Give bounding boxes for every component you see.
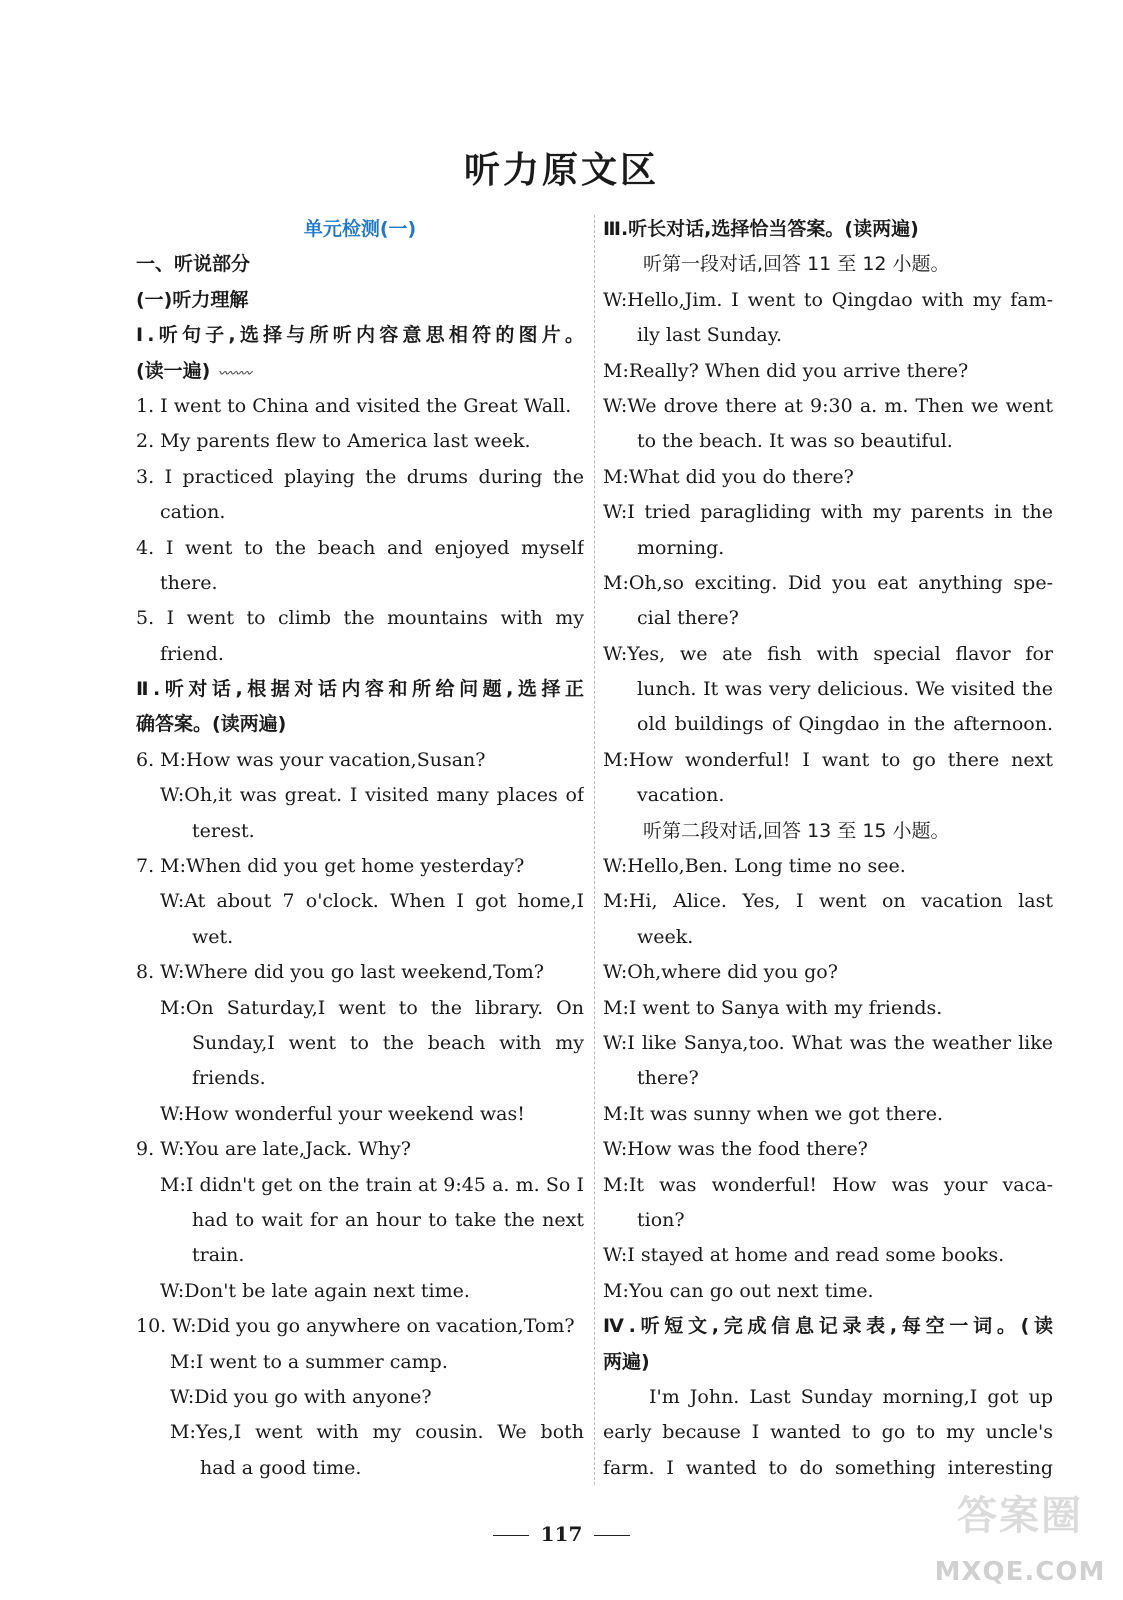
text-line: friend. bbox=[160, 642, 224, 665]
text-line: M:You can go out next time. bbox=[603, 1279, 874, 1302]
text-line: old buildings of Qingdao in the afternoon. bbox=[637, 713, 1053, 736]
text-line: 6. M:How was your vacation,Susan? bbox=[136, 748, 486, 771]
text-line: I'm John. Last Sunday morning,I got up bbox=[649, 1385, 1053, 1408]
text-line: 5. I went to climb the mountains with my bbox=[136, 607, 584, 630]
text-line: W:Did you go with anyone? bbox=[170, 1385, 432, 1408]
text-line: wet. bbox=[192, 925, 234, 948]
text-line: W:Don't be late again next time. bbox=[160, 1279, 470, 1302]
text-line: 1. I went to China and visited the Great Wall. bbox=[136, 394, 572, 417]
text-line: terest. bbox=[192, 819, 255, 842]
part-heading: 两遍) bbox=[603, 1350, 650, 1373]
text-line: M:I didn't get on the train at 9:45 a. m. So I bbox=[160, 1173, 584, 1196]
text-line: 8. W:Where did you go last weekend,Tom? bbox=[136, 961, 544, 984]
text-line: W:Oh,it was great. I visited many places of bbox=[160, 784, 584, 807]
text-line: W:How wonderful your weekend was! bbox=[160, 1102, 525, 1125]
text-line: had to wait for an hour to take the next bbox=[192, 1208, 584, 1231]
text-line: M:How wonderful! I want to go there next bbox=[603, 748, 1053, 771]
text-line: W:We drove there at 9:30 a. m. Then we went bbox=[603, 394, 1053, 417]
text-line: M:Yes,I went with my cousin. We both bbox=[170, 1421, 584, 1444]
text-line: there? bbox=[637, 1067, 699, 1090]
unit-title: 单元检测(一) bbox=[303, 218, 417, 240]
text-line: W:I like Sanya,too. What was the weather like bbox=[603, 1031, 1053, 1054]
page-number-text: 117 bbox=[540, 1522, 583, 1546]
dialogue-instruction: 听第一段对话,回答 11 至 12 小题。 bbox=[643, 253, 950, 276]
part-heading: Ⅱ.听对话,根据对话内容和所给问题,选择正 bbox=[136, 678, 584, 701]
text-line: week. bbox=[637, 925, 694, 948]
text-line: M:Oh,so exciting. Did you eat anything spe- bbox=[603, 571, 1053, 594]
text-line: lunch. It was very delicious. We visited the bbox=[637, 678, 1053, 701]
text-line: friends. bbox=[192, 1067, 266, 1090]
text-line: 10. W:Did you go anywhere on vacation,Tom? bbox=[136, 1315, 575, 1338]
text-line: W:I stayed at home and read some books. bbox=[603, 1244, 1005, 1267]
part-heading: Ⅲ.听长对话,选择恰当答案。(读两遍) bbox=[603, 218, 919, 240]
reading-note bbox=[136, 354, 584, 389]
text-line: to the beach. It was so beautiful. bbox=[637, 430, 953, 453]
text-line: M:Really? When did you arrive there? bbox=[603, 359, 969, 382]
handwritten-scribble: 〰〰〰 bbox=[218, 366, 252, 380]
subsection-heading: (一)听力理解 bbox=[136, 288, 249, 311]
text-line: 4. I went to the beach and enjoyed myself bbox=[136, 536, 584, 559]
text-line: M:Hi, Alice. Yes, I went on vacation last bbox=[603, 890, 1053, 913]
page-title: 听力原文区 bbox=[463, 150, 659, 191]
text-line: tion? bbox=[637, 1208, 685, 1231]
text-line: 3. I practiced playing the drums during the bbox=[136, 465, 584, 488]
text-line: M:What did you do there? bbox=[603, 465, 854, 488]
text-line: early because I wanted to go to my uncle's bbox=[603, 1421, 1053, 1444]
text-line: W:Hello,Jim. I went to Qingdao with my fam- bbox=[603, 288, 1053, 311]
part-heading: Ⅰ.听句子,选择与所听内容意思相符的图片。 bbox=[136, 324, 584, 347]
text-line: W:Oh,where did you go? bbox=[603, 961, 838, 984]
text-line: Sunday,I went to the beach with my bbox=[192, 1031, 584, 1054]
text-line: W:I tried paragliding with my parents in the bbox=[603, 501, 1053, 524]
section-heading: 一、听说部分 bbox=[136, 253, 251, 276]
text-line: 7. M:When did you get home yesterday? bbox=[136, 855, 525, 878]
part-heading: 确答案。(读两遍) bbox=[136, 713, 287, 736]
part-heading: Ⅳ.听短文,完成信息记录表,每空一词。(读 bbox=[603, 1315, 1053, 1338]
right-column bbox=[603, 212, 1053, 1486]
reading-note-text: (读一遍) bbox=[136, 359, 211, 382]
text-line: cation. bbox=[160, 501, 226, 524]
text-line: vacation. bbox=[637, 784, 725, 807]
text-line: W:How was the food there? bbox=[603, 1138, 868, 1161]
text-line: 9. W:You are late,Jack. Why? bbox=[136, 1138, 411, 1161]
text-line: M:I went to a summer camp. bbox=[170, 1350, 448, 1373]
page-number-dash-left bbox=[493, 1535, 529, 1536]
text-line: W:Yes, we ate fish with special flavor for bbox=[603, 642, 1053, 665]
page-number-dash-right bbox=[594, 1535, 630, 1536]
text-line: M:It was sunny when we got there. bbox=[603, 1102, 943, 1125]
text-line: ily last Sunday. bbox=[637, 324, 782, 347]
text-line: W:At about 7 o'clock. When I got home,I bbox=[160, 890, 584, 913]
text-line: M:I went to Sanya with my friends. bbox=[603, 996, 943, 1019]
column-divider bbox=[594, 215, 595, 1485]
text-line: there. bbox=[160, 571, 218, 594]
text-line: 2. My parents flew to America last week. bbox=[136, 430, 531, 453]
text-line: M:On Saturday,I went to the library. On bbox=[160, 996, 584, 1019]
watermark-url: MXQE.COM bbox=[934, 1557, 1106, 1587]
watermark-logo: 答案圈 bbox=[957, 1493, 1083, 1539]
text-line: W:Hello,Ben. Long time no see. bbox=[603, 855, 906, 878]
text-line: cial there? bbox=[637, 607, 739, 630]
left-column bbox=[136, 212, 584, 1486]
text-line: train. bbox=[192, 1244, 245, 1267]
watermark bbox=[930, 1480, 1110, 1595]
text-line: farm. I wanted to do something interesting bbox=[603, 1456, 1053, 1479]
text-line: morning. bbox=[637, 536, 725, 559]
text-line: had a good time. bbox=[200, 1456, 362, 1479]
dialogue-instruction: 听第二段对话,回答 13 至 15 小题。 bbox=[643, 819, 950, 842]
text-line: M:It was wonderful! How was your vaca- bbox=[603, 1173, 1053, 1196]
